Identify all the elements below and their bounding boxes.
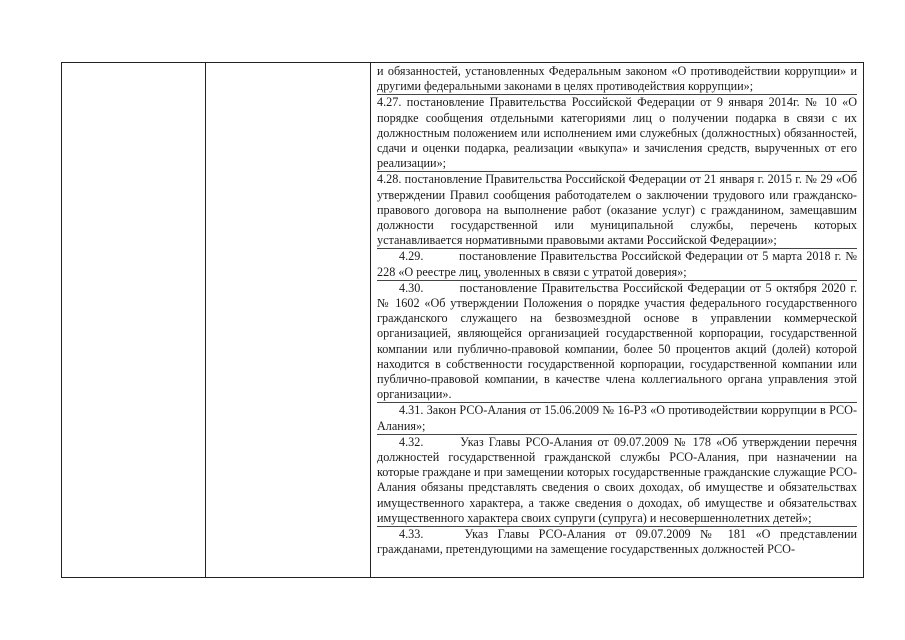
item-number: 4.28. [377,172,402,187]
item-text: и обязанностей, установленных Федеральным законом «О противодействии коррупции» и другими федеральными законами в целях противодействия коррупции»; [377,64,857,94]
content-text [371,63,863,558]
item-text: постановление Правительства Российской Федерации от 9 января 2014г. № 10 «О порядке сообщения отдельными категориями лиц о получении подарка в связи с их должностным положением или исполнением ими служебных (должностных) обязанностей, сдачи и оценки подарка, реализации «выкупа» и зачисления средств, вырученных от его реализации»; [377,95,857,171]
list-item [377,249,857,280]
item-number: 4.31. [399,403,424,418]
empty-cell-1 [62,63,206,578]
item-text: Указ Главы РСО-Алания от 09.07.2009 № 178 «Об утверждении перечня должностей государственной гражданской службы РСО-Алания, при назначении на которые граждане и при замещении которых государственные гражданские служащие РСО-Алания обязаны представлять сведения о своих доходах, об имуществе и обязательствах имущественного характера, а также сведения о доходах, об имуществе и обязательствах имущественного характера своих супруги (супруга) и несовершеннолетних детей»; [377,434,858,525]
empty-cell-2 [206,63,371,578]
item-number: 4.30. [399,280,424,295]
list-item [377,435,857,527]
item-text: постановление Правительства Российской Федерации от 21 января г. 2015 г. № 29 «Об утверждении Правил сообщения работодателем о заключении трудового или гражданско-правового договора на выполнение работ (оказание услуг) с гражданином, замещавшим должности государственной или муниципальной службы, перечень которых устанавливается нормативными правовыми актами Российской Федерации»; [377,172,857,248]
list-item [377,95,857,172]
list-item [377,403,857,434]
document-table [61,62,864,578]
table-row [62,63,864,578]
item-text: постановление Правительства Российской Федерации от 5 октября 2020 г. № 1602 «Об утверждении Положения о порядке участия федерального государственного гражданского служащего на безвозмездной основе в управлении коммерческой организацией, являющейся организацией государственной корпорации, государственной компании или публично-правовой компании, более 50 процентов акций (долей) которой находится в собственности государственной корпорации, государственной компании или публично-правовой компании, в качестве члена коллегиального органа управления этой организации». [377,280,858,402]
list-item [377,527,857,557]
item-text: Закон РСО-Алания от 15.06.2009 № 16-РЗ «О противодействии коррупции в РСО-Алания»; [377,403,857,433]
item-number: 4.29. [399,249,424,264]
list-item [377,64,857,95]
list-item [377,281,857,404]
item-text: Указ Главы РСО-Алания от 09.07.2009 № 181 «О представлении гражданами, претендующими на замещение государственных должностей РСО- [377,527,858,557]
item-number: 4.33. [399,527,424,542]
list-item [377,172,857,249]
item-number: 4.27. [377,95,402,110]
content-cell [371,63,864,578]
item-text: постановление Правительства Российской Федерации от 5 марта 2018 г. № 228 «О реестре лиц, уволенных в связи с утратой доверия»; [377,249,857,279]
item-number: 4.32. [399,434,424,449]
